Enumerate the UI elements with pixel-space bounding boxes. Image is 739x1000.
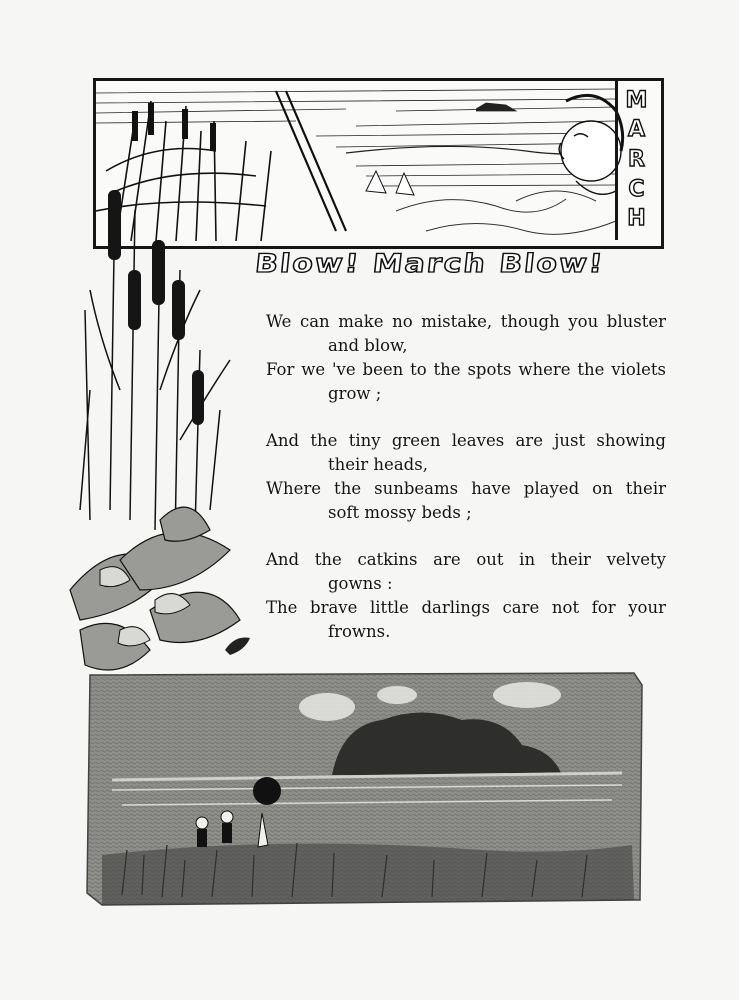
stanza [266,429,666,525]
poem-line: The brave little darlings care not for your [266,598,666,617]
cattail-drawing [60,90,260,690]
poem-line: And the catkins are out in their velvety [266,550,666,569]
poem-line-continuation: gowns : [328,574,393,593]
month-letter: A [627,117,646,143]
month-letter: R [628,146,645,172]
lake-scene-engraving [82,665,647,910]
poem-line-continuation: and blow, [328,336,408,355]
poem-line: And the tiny green leaves are just showing [266,431,666,450]
poem-line: For we 've been to the spots where the violets [266,360,666,379]
poem-line-continuation: grow ; [328,384,382,403]
poem-line-continuation: their heads, [328,455,428,474]
poem-title: Blow! March Blow! [253,249,607,279]
month-label [615,80,655,240]
cattail-illustration [60,90,260,690]
stanza [266,548,666,644]
month-letter: H [627,206,646,232]
landscape-engraving [82,665,647,910]
month-letter: M [625,87,648,113]
poem-line-continuation: frowns. [328,622,391,641]
poem-line: Where the sunbeams have played on their [266,479,666,498]
stanza [266,310,666,406]
poem-line-continuation: soft mossy beds ; [328,503,472,522]
poem-line: We can make no mistake, though you bluster [266,312,666,331]
poem-body [266,310,666,667]
month-letter: C [628,176,645,202]
